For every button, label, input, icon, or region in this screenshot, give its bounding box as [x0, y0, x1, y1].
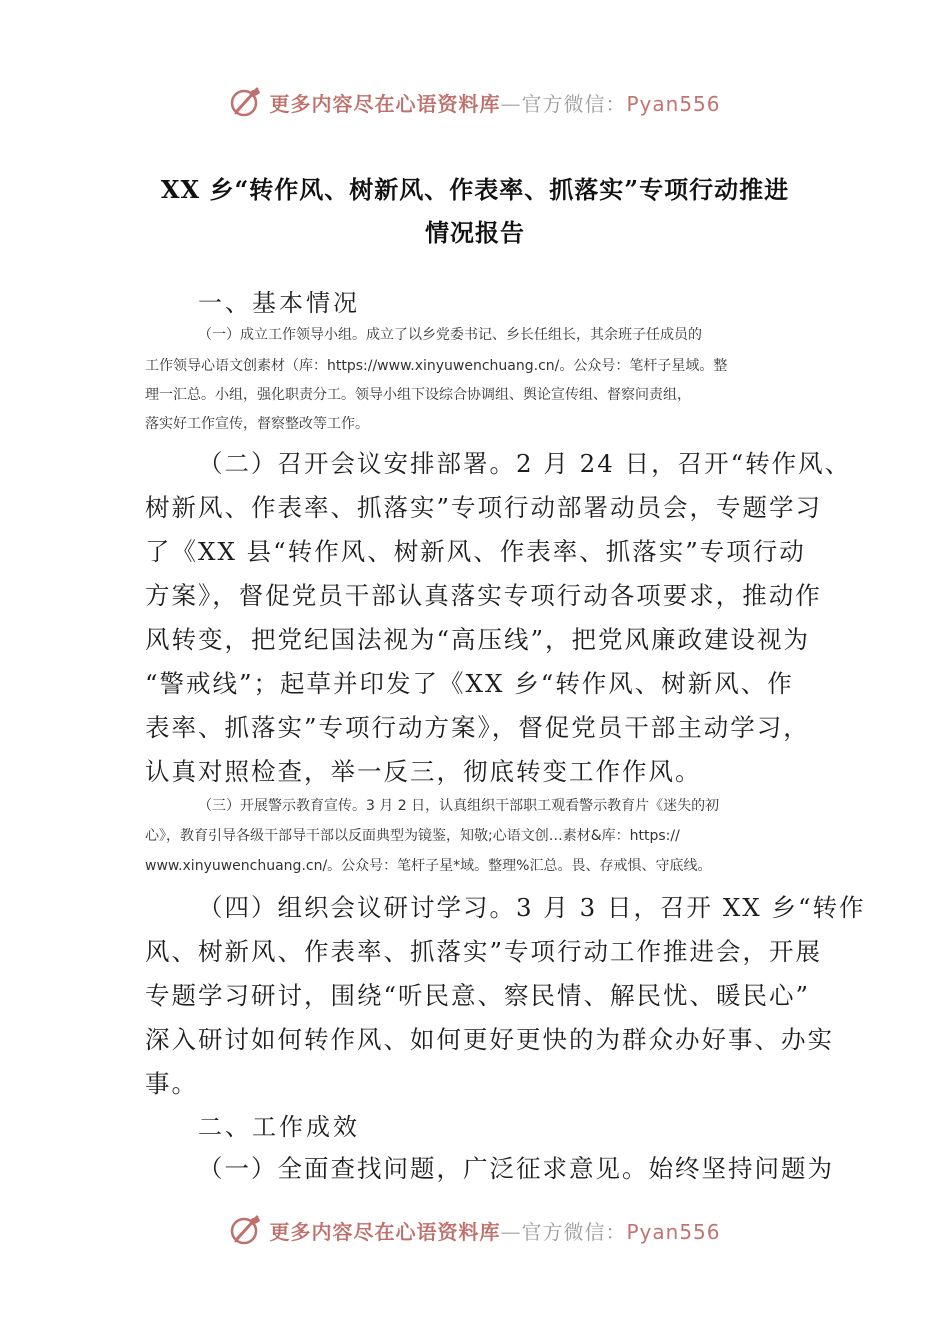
watermark-main: 更多内容尽在心语资料库 [269, 91, 501, 116]
paragraph-3-line: （三）开展警示教育宣传。3 月 2 日，认真组织干部职工观看警示教育片《迷失的初 [198, 798, 720, 814]
watermark-separator: — [500, 91, 522, 116]
watermark-main: 更多内容尽在心语资料库 [269, 1219, 501, 1244]
quill-logo-icon [229, 85, 263, 119]
paragraph-2-line: （二）召开会议安排部署。2 月 24 日，召开“转作风、 [198, 449, 852, 478]
footer-watermark [0, 1210, 950, 1250]
watermark-separator: — [500, 1219, 522, 1244]
watermark-text [269, 88, 720, 117]
section-2-heading: 二、工作成效 [198, 1113, 360, 1141]
document-title-line-2: 情况报告 [425, 218, 525, 247]
paragraph-4-line: 深入研讨如何转作风、如何更好更快的为群众办好事、办实 [145, 1025, 834, 1054]
paragraph-1-line: 落实好工作宣传，督察整改等工作。 [145, 416, 369, 432]
paragraph-1-line: 理一汇总。小组，强化职责分工。领导小组下设综合协调组、舆论宣传组、督察问责组， [145, 387, 691, 403]
section-1-heading: 一、基本情况 [198, 289, 360, 317]
paragraph-4-line: 事。 [145, 1069, 198, 1098]
paragraph-2-line: 认真对照检查，举一反三，彻底转变工作作风。 [145, 757, 702, 786]
paragraph-2-line: 表率、抓落实”专项行动方案》，督促党员干部主动学习， [145, 713, 810, 742]
paragraph-2-line: 风转变，把党纪国法视为“高压线”，把党风廉政建设视为 [145, 625, 811, 654]
watermark-wechat-id: Pyan556 [626, 91, 721, 116]
paragraph-3-line: www.xinyuwenchuang.cn/。公众号：笔杆子星*域。整理%汇总。畏、存戒惧、守底线。 [145, 858, 712, 874]
section-2-paragraph-line: （一）全面查找问题，广泛征求意见。始终坚持问题为 [198, 1154, 834, 1183]
watermark-wechat-label: 官方微信： [521, 91, 627, 116]
paragraph-2-line: 树新风、作表率、抓落实”专项行动部署动员会，专题学习 [145, 493, 823, 522]
watermark-text [269, 1216, 720, 1245]
header-watermark [0, 82, 950, 122]
paragraph-2-line: 了《XX 县“转作风、树新风、作表率、抓落实”专项行动 [145, 537, 806, 566]
paragraph-4-line: 风、树新风、作表率、抓落实”专项行动工作推进会，开展 [145, 937, 823, 966]
watermark-wechat-id: Pyan556 [626, 1219, 721, 1244]
paragraph-2-line: “警戒线”；起草并印发了《XX 乡“转作风、树新风、作 [145, 669, 794, 698]
paragraph-4-line: 专题学习研讨，围绕“听民意、察民情、解民忧、暖民心” [145, 981, 811, 1010]
document-title-line-1: XX 乡“转作风、树新风、作表率、抓落实”专项行动推进 [160, 175, 790, 204]
quill-logo-icon [229, 1213, 263, 1247]
paragraph-1-line: （一）成立工作领导小组。成立了以乡党委书记、乡长任组长，其余班子任成员的 [198, 327, 702, 343]
paragraph-4-line: （四）组织会议研讨学习。3 月 3 日，召开 XX 乡“转作 [198, 893, 866, 922]
paragraph-1-line: 工作领导心语文创素材（库：https://www.xinyuwenchuang.cn/。公众号：笔杆子星域。整 [145, 358, 728, 374]
paragraph-2-line: 方案》，督促党员干部认真落实专项行动各项要求，推动作 [145, 581, 822, 610]
paragraph-3-line: 心》，教育引导各级干部导干部以反面典型为镜鉴，知敬;心语文创…素材&库：https:// [145, 828, 680, 844]
watermark-wechat-label: 官方微信： [521, 1219, 627, 1244]
